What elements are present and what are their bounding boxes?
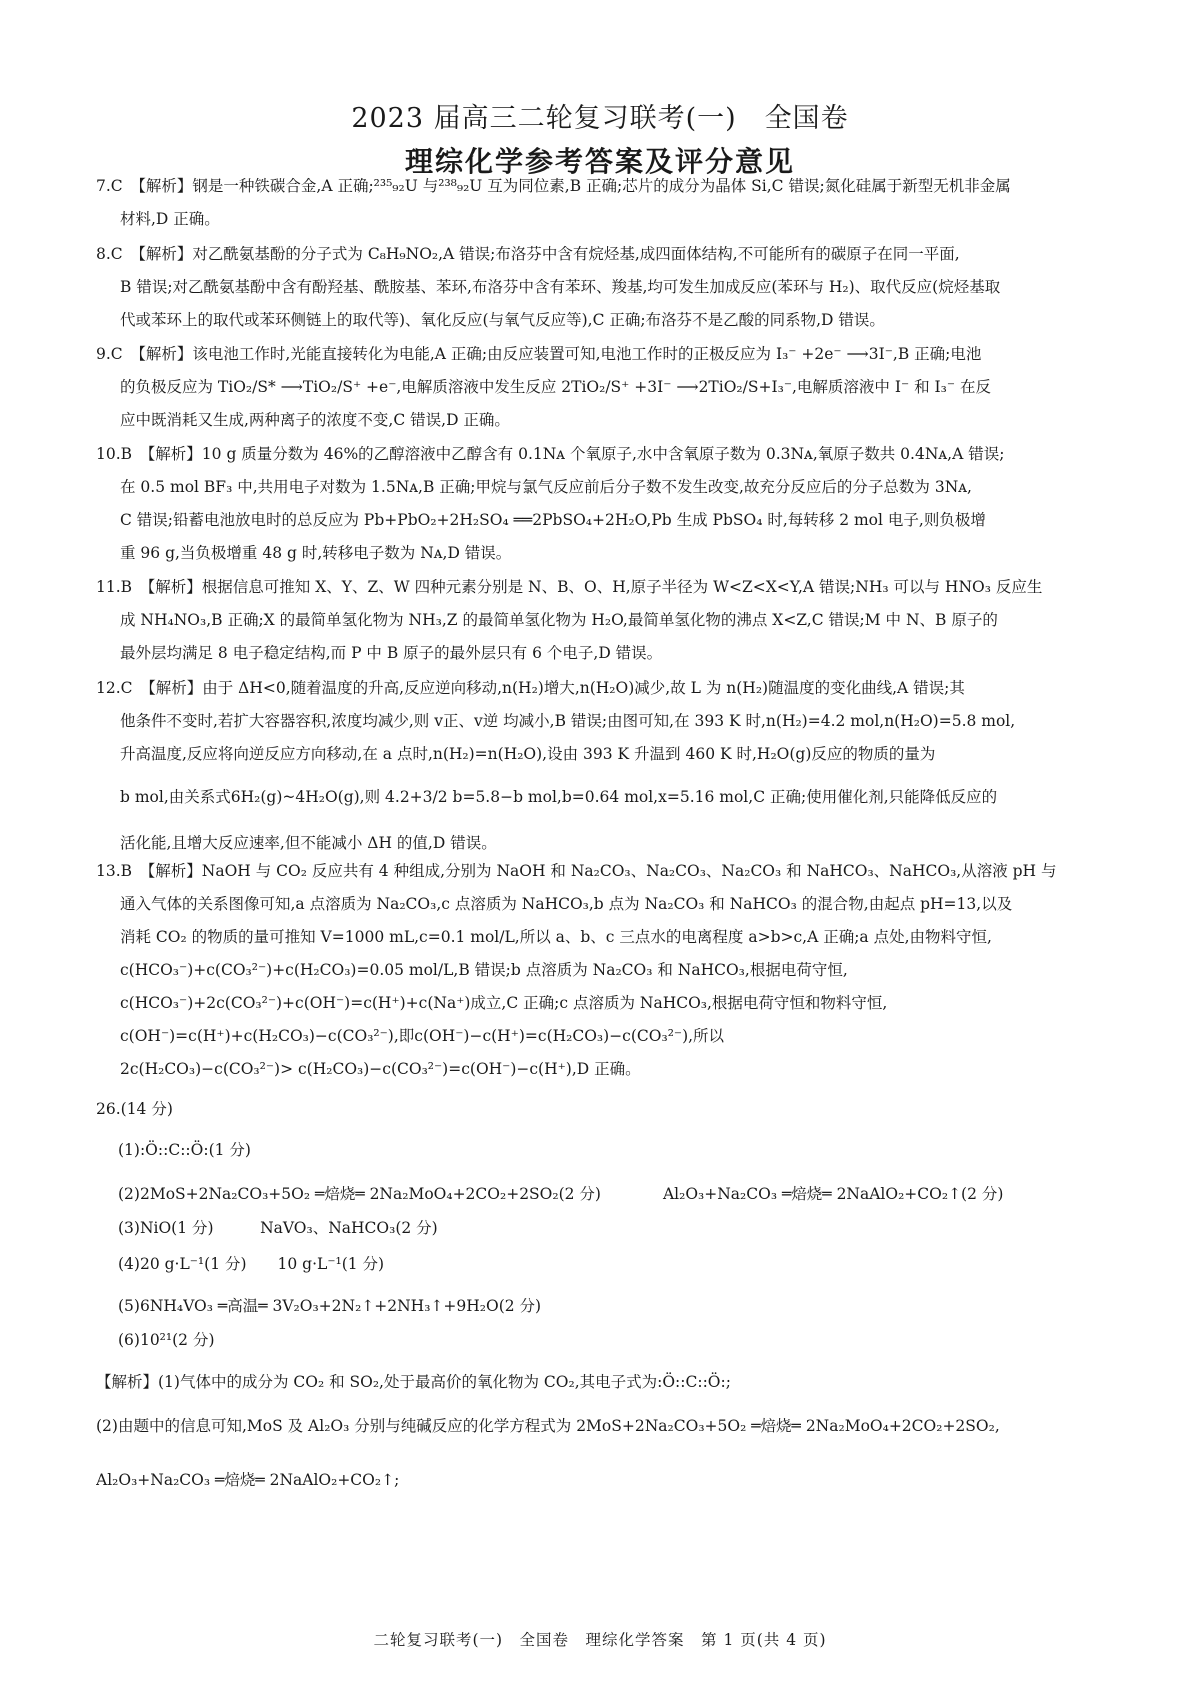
- question-line: 10.B 【解析】10 g 质量分数为 46%的乙醇溶液中乙醇含有 0.1Nᴀ 个氧原子,水中含氧原子数为 0.3Nᴀ,氧原子数共 0.4Nᴀ,A 错误;: [96, 445, 1005, 463]
- question-line: 11.B 【解析】根据信息可推知 X、Y、Z、W 四种元素分别是 N、B、O、H,原子半径为 W<Z<X<Y,A 错误;NH₃ 可以与 HNO₃ 反应生: [96, 578, 1043, 596]
- question-7: [96, 170, 1112, 236]
- question-line: 8.C 【解析】对乙酰氨基酚的分子式为 C₈H₉NO₂,A 错误;布洛芬中含有烷烃基,成四面体结构,不可能所有的碳原子在同一平面,: [96, 245, 960, 263]
- q26-analysis: [96, 1366, 1112, 1507]
- question-line: c(OH⁻)=c(H⁺)+c(H₂CO₃)−c(CO₃²⁻),即c(OH⁻)−c(H⁺)=c(H₂CO₃)−c(CO₃²⁻),所以: [120, 1027, 725, 1045]
- question-line: 消耗 CO₂ 的物质的量可推知 V=1000 mL,c=0.1 mol/L,所以 a、b、c 三点水的电离程度 a>b>c,A 正确;a 点处,由物料守恒,: [120, 928, 992, 946]
- question-line: 重 96 g,当负极增重 48 g 时,转移电子数为 Nᴀ,D 错误。: [120, 544, 512, 562]
- question-12: [96, 672, 1112, 863]
- question-line: 升高温度,反应将向逆反应方向移动,在 a 点时,n(H₂)=n(H₂O),设由 393 K 升温到 460 K 时,H₂O(g)反应的物质的量为: [120, 745, 936, 763]
- question-11: [96, 571, 1112, 670]
- document-subtitle: 理综化学参考答案及评分意见: [404, 145, 795, 178]
- question-line: 13.B 【解析】NaOH 与 CO₂ 反应共有 4 种组成,分别为 NaOH 和 Na₂CO₃、Na₂CO₃、Na₂CO₃ 和 NaHCO₃、NaHCO₃,从溶液 pH 与: [96, 862, 1057, 880]
- document-title: 2023 届高三二轮复习联考(一) 全国卷: [351, 103, 849, 134]
- q26-answer-3: (3)NiO(1 分) NaVO₃、NaHCO₃(2 分): [118, 1219, 438, 1237]
- question-26-heading: [96, 1093, 1112, 1126]
- page-footer: 二轮复习联考(一) 全国卷 理综化学答案 第 1 页(共 4 页): [373, 1631, 827, 1649]
- question-line: B 错误;对乙酰氨基酚中含有酚羟基、酰胺基、苯环,布洛芬中含有苯环、羧基,均可发生加成反应(苯环与 H₂)、取代反应(烷烃基取: [120, 278, 1001, 296]
- question-line: 的负极反应为 TiO₂/S* ⟶TiO₂/S⁺ +e⁻,电解质溶液中发生反应 2TiO₂/S⁺ +3I⁻ ⟶2TiO₂/S+I₃⁻,电解质溶液中 I⁻ 和 I₃⁻ 在反: [120, 378, 991, 396]
- q26-answer-4: (4)20 g·L⁻¹(1 分) 10 g·L⁻¹(1 分): [118, 1255, 385, 1273]
- question-line: 材料,D 正确。: [120, 210, 220, 228]
- question-line: c(HCO₃⁻)+c(CO₃²⁻)+c(H₂CO₃)=0.05 mol/L,B 错误;b 点溶质为 Na₂CO₃ 和 NaHCO₃,根据电荷守恒,: [120, 961, 848, 979]
- question-line: 最外层均满足 8 电子稳定结构,而 P 中 B 原子的最外层只有 6 个电子,D 错误。: [120, 644, 663, 662]
- question-line: C 错误;铅蓄电池放电时的总反应为 Pb+PbO₂+2H₂SO₄ ══2PbSO₄+2H₂O,Pb 生成 PbSO₄ 时,每转移 2 mol 电子,则负极增: [120, 511, 986, 529]
- analysis-line: (2)由题中的信息可知,MoS 及 Al₂O₃ 分别与纯碱反应的化学方程式为 2MoS+2Na₂CO₃+5O₂ ═焙烧═ 2Na₂MoO₄+2CO₂+2SO₂,: [96, 1417, 1000, 1435]
- question-line: 代或苯环上的取代或苯环侧链上的取代等)、氧化反应(与氧气反应等),C 正确;布洛芬不是乙酸的同系物,D 错误。: [120, 311, 885, 329]
- question-heading: 26.(14 分): [96, 1100, 173, 1118]
- question-10: [96, 438, 1112, 570]
- analysis-line: Al₂O₃+Na₂CO₃ ═焙烧═ 2NaAlO₂+CO₂↑;: [96, 1471, 400, 1489]
- question-line: 9.C 【解析】该电池工作时,光能直接转化为电能,A 正确;由反应装置可知,电池工作时的正极反应为 I₃⁻ +2e⁻ ⟶3I⁻,B 正确;电池: [96, 345, 982, 363]
- q26-answer-5: (5)6NH₄VO₃ ═高温═ 3V₂O₃+2N₂↑+2NH₃↑+9H₂O(2 分): [118, 1297, 542, 1315]
- question-line: c(HCO₃⁻)+2c(CO₃²⁻)+c(OH⁻)=c(H⁺)+c(Na⁺)成立,C 正确;c 点溶质为 NaHCO₃,根据电荷守恒和物料守恒,: [120, 994, 888, 1012]
- q26-answer-6: (6)10²¹(2 分): [118, 1331, 215, 1349]
- question-line: 通入气体的关系图像可知,a 点溶质为 Na₂CO₃,c 点溶质为 NaHCO₃,b 点为 Na₂CO₃ 和 NaHCO₃ 的混合物,由起点 pH=13,以及: [120, 895, 1013, 913]
- question-9: [96, 338, 1112, 437]
- question-line: 7.C 【解析】钢是一种铁碳合金,A 正确;²³⁵₉₂U 与²³⁸₉₂U 互为同位素,B 正确;芯片的成分为晶体 Si,C 错误;氮化硅属于新型无机非金属: [96, 177, 1011, 195]
- question-line: 2c(H₂CO₃)−c(CO₃²⁻)> c(H₂CO₃)−c(CO₃²⁻)=c(OH⁻)−c(H⁺),D 正确。: [120, 1060, 641, 1078]
- question-line: 活化能,且增大反应速率,但不能减小 ΔH 的值,D 错误。: [120, 834, 497, 852]
- question-line: b mol,由关系式6H₂(g)~4H₂O(g),则 4.2+3/2 b=5.8−b mol,b=0.64 mol,x=5.16 mol,C 正确;使用催化剂,只能降低反应的: [120, 788, 998, 806]
- question-line: 成 NH₄NO₃,B 正确;X 的最简单氢化物为 NH₃,Z 的最简单氢化物为 H₂O,最简单氢化物的沸点 X<Z,C 错误;M 中 N、B 原子的: [120, 611, 998, 629]
- question-line: 应中既消耗又生成,两种离子的浓度不变,C 错误,D 正确。: [120, 411, 510, 429]
- q26-answer-2: (2)2MoS+2Na₂CO₃+5O₂ ═焙烧═ 2Na₂MoO₄+2CO₂+2SO₂(2 分) Al₂O₃+Na₂CO₃ ═焙烧═ 2NaAlO₂+CO₂↑(2 分): [118, 1185, 1004, 1203]
- question-line: 他条件不变时,若扩大容器容积,浓度均减少,则 v正、v逆 均减小,B 错误;由图可知,在 393 K 时,n(H₂)=4.2 mol,n(H₂O)=5.8 mol,: [120, 712, 1016, 730]
- question-line: 在 0.5 mol BF₃ 中,共用电子对数为 1.5Nᴀ,B 正确;甲烷与氯气反应前后分子数不发生改变,故充分反应后的分子总数为 3Nᴀ,: [120, 478, 972, 496]
- question-13: [96, 855, 1112, 1086]
- question-line: 12.C 【解析】由于 ΔH<0,随着温度的升高,反应逆向移动,n(H₂)增大,n(H₂O)减少,故 L 为 n(H₂)随温度的变化曲线,A 错误;其: [96, 679, 965, 697]
- question-8: [96, 238, 1112, 337]
- q26-answer-1: (1):Ö::C::Ö:(1 分): [118, 1141, 251, 1159]
- analysis-line: 【解析】(1)气体中的成分为 CO₂ 和 SO₂,处于最高价的氧化物为 CO₂,其电子式为:Ö::C::Ö:;: [96, 1373, 731, 1391]
